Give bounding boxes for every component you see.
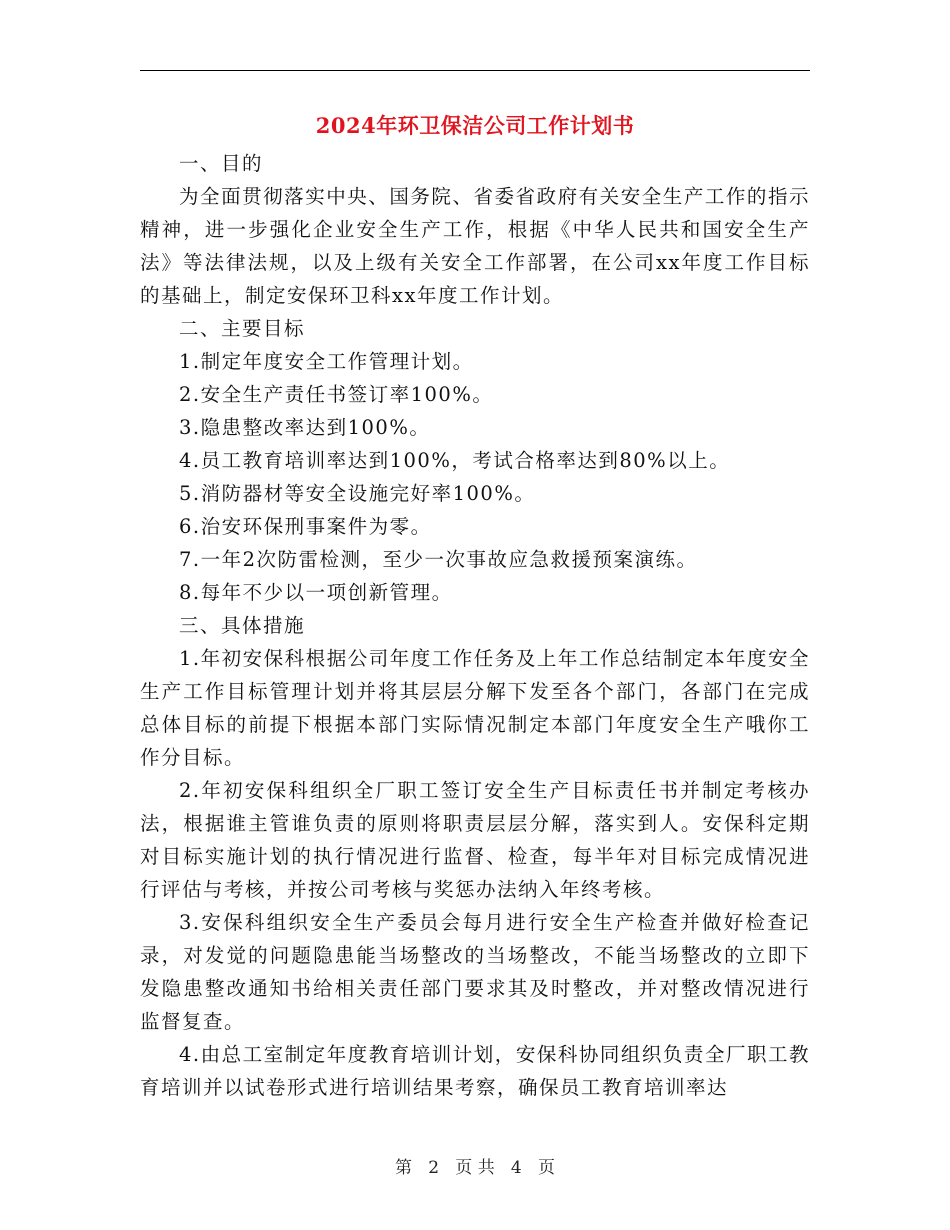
header-rule <box>140 70 810 71</box>
section-heading-measures: 三、具体措施 <box>179 614 306 637</box>
goal-item: 8.每年不少以一项创新管理。 <box>179 581 453 604</box>
footer-total-pages: 4 <box>510 1158 522 1178</box>
goal-item: 3.隐患整改率达到100%。 <box>179 416 431 439</box>
footer-prefix: 第 <box>395 1158 413 1178</box>
measure-paragraph: 3.安保科组织安全生产委员会每月进行安全生产检查并做好检查记录，对发觉的问题隐患能当场整改的当场整改，不能当场整改的立即下发隐患整改通知书给相关责任部门要求其及时整改，并对整改情况进行监督复查。 <box>140 911 810 1033</box>
measure-paragraph: 4.由总工室制定年度教育培训计划，安保科协同组织负责全厂职工教育培训并以试卷形式进行培训结果考察，确保员工教育培训率达 <box>140 1043 810 1099</box>
measure-paragraph: 2.年初安保科组织全厂职工签订安全生产目标责任书并制定考核办法，根据谁主管谁负责的原则将职责层层分解，落实到人。安保科定期对目标实施计划的执行情况进行监督、检查，每半年对目标完成情况进行评估与考核，并按公司考核与奖惩办法纳入年终考核。 <box>140 779 810 901</box>
section-heading-purpose: 一、目的 <box>179 152 264 175</box>
footer-suffix: 页 <box>537 1158 555 1178</box>
document-title: 2024年环卫保洁公司工作计划书 <box>315 113 635 138</box>
measure-paragraph: 1.年初安保科根据公司年度工作任务及上年工作总结制定本年度安全生产工作目标管理计划并将其层层分解下发至各个部门，各部门在完成总体目标的前提下根据本部门实际情况制定本部门年度安全生产哦你工作分目标。 <box>140 647 810 769</box>
footer-page-number: 2 <box>428 1158 440 1178</box>
document-body <box>140 147 810 1104</box>
purpose-paragraph: 为全面贯彻落实中央、国务院、省委省政府有关安全生产工作的指示精神，进一步强化企业安全生产工作，根据《中华人民共和国安全生产法》等法律法规，以及上级有关安全工作部署，在公司xx年度工作目标的基础上，制定安保环卫科xx年度工作计划。 <box>140 185 810 307</box>
goal-item: 5.消防器材等安全设施完好率100%。 <box>179 482 536 505</box>
page-footer <box>0 1153 950 1178</box>
goal-item: 4.员工教育培训率达到100%，考试合格率达到80%以上。 <box>179 449 731 472</box>
goal-item: 6.治安环保刑事案件为零。 <box>179 515 432 538</box>
goal-item: 2.安全生产责任书签订率100%。 <box>179 383 494 406</box>
goal-item: 1.制定年度安全工作管理计划。 <box>179 350 474 373</box>
section-heading-main-goals: 二、主要目标 <box>179 317 306 340</box>
footer-middle: 页 共 <box>455 1158 495 1178</box>
goal-item: 7.一年2次防雷检测，至少一次事故应急救援预案演练。 <box>179 548 698 571</box>
